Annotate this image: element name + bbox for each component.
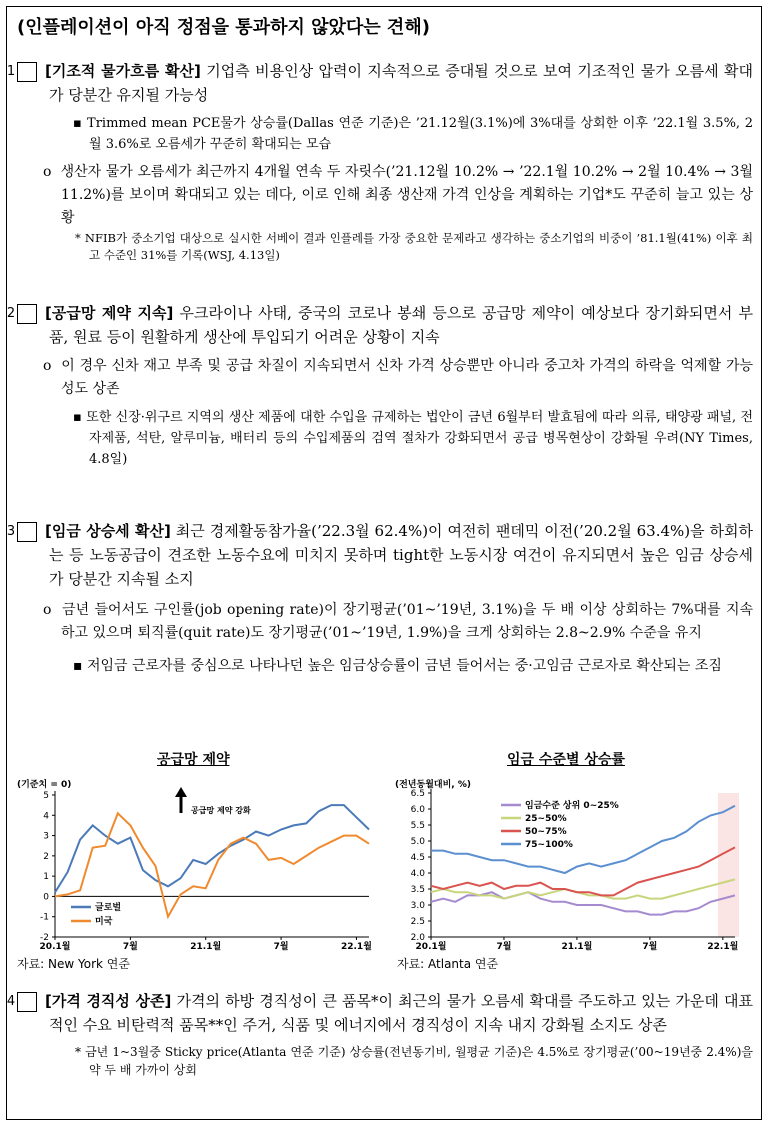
x-tick-label: 22.1월 bbox=[340, 942, 372, 952]
y-tick-label: -2 bbox=[40, 933, 49, 943]
section-title: [기조적 물가흐름 확산] bbox=[45, 62, 201, 80]
asterisk-mark: * bbox=[75, 231, 81, 245]
y-tick-label: 4.0 bbox=[410, 869, 425, 879]
bullet-text: 금년 들어서도 구인률(job opening rate)이 장기평균(’01~’19년, 3.1%)을 두 배 이상 상회하는 7%대를 지속하고 있으며 퇴직률(quit rate)도 장기평균(’01~’19년, 1.9%)을 크게 상회하는 2.8~2.9% 수준을 유지 bbox=[61, 602, 753, 641]
section-text: 우크라이나 사태, 중국의 코로나 봉쇄 등으로 공급망 제약이 예상보다 장기화되면서 부품, 원료 등이 원활하게 생산에 투입되기 어려운 상황이 지속 bbox=[49, 304, 754, 346]
chart-1-source: 자료: New York 연준 bbox=[17, 957, 130, 971]
square-bullet-icon: ▪ bbox=[73, 658, 83, 674]
y-tick-label: 2.5 bbox=[410, 917, 425, 927]
bullet-o bbox=[17, 599, 753, 645]
shaded-region bbox=[718, 793, 739, 937]
chart-wage-growth bbox=[391, 771, 755, 961]
series-line bbox=[431, 847, 735, 895]
chart-supply-chain bbox=[13, 771, 383, 961]
bullet-text: 이 경우 신차 재고 부족 및 공급 차질이 지속되면서 신차 가격 상승뿐만 아니라 중고차 가격의 하락을 억제할 가능성도 상존 bbox=[61, 358, 754, 397]
bullet-square bbox=[17, 407, 753, 470]
y-tick-label: 0 bbox=[43, 892, 49, 903]
section-title: [가격 경직성 상존] bbox=[45, 992, 172, 1010]
section-text: 가격의 하방 경직성이 큰 품목*이 최근의 물가 오름세 확대를 주도하고 있는 가운데 대표적인 수요 비탄력적 품목**인 주거, 식품 및 에너지에서 경직성이 지속 내지 강화될 소지도 상존 bbox=[49, 992, 753, 1034]
footnote bbox=[17, 230, 753, 264]
bullet-text: Trimmed mean PCE물가 상승률(Dallas 연준 기준)은 ’21.12월(3.1%)에 3%대를 상회한 이후 ’22.1월 3.5%, 2월 3.6%로 오름세가 꾸준히 확대되는 모습 bbox=[87, 116, 753, 152]
section-number: 3 bbox=[17, 522, 37, 542]
y-tick-label: 3.5 bbox=[410, 885, 425, 895]
section-title: [임금 상승세 확산] bbox=[45, 522, 171, 540]
x-tick-label: 7월 bbox=[642, 942, 658, 952]
bullet-o bbox=[17, 161, 753, 230]
section-number: 2 bbox=[17, 304, 37, 324]
y-tick-label: 4 bbox=[43, 811, 49, 822]
x-tick-label: 20.1월 bbox=[415, 942, 447, 952]
y-tick-label: 2.0 bbox=[410, 933, 425, 943]
y-tick-label: 2 bbox=[43, 851, 49, 862]
y-tick-label: 3.0 bbox=[410, 901, 425, 911]
series-line bbox=[431, 806, 735, 873]
y-tick-label: -1 bbox=[40, 912, 49, 923]
o-bullet-icon: o bbox=[43, 164, 52, 180]
o-bullet-icon: o bbox=[43, 358, 52, 374]
legend-label: 50~75% bbox=[525, 827, 567, 837]
section-text: 최근 경제활동참가율(’22.3월 62.4%)이 여전히 팬데믹 이전(’20.2월 63.4%)을 하회하는 등 노동공급이 견조한 노동수요에 미치지 못하며 tight한 노동시장 여건이 유지되면서 높은 임금 상승세가 당분간 지속될 소지 bbox=[49, 522, 754, 588]
bullet-square bbox=[17, 113, 753, 155]
section-3-heading bbox=[6, 519, 754, 591]
footnote-text: 금년 1~3월중 Sticky price(Atlanta 연준 기준) 상승률(전년동기비, 월평균 기준)은 4.5%로 장기평균(’00~19년중 2.4%)을 약 두 배 가까이 상회 bbox=[85, 1045, 753, 1077]
section-text: 기업측 비용인상 압력이 지속적으로 증대될 것으로 보여 기조적인 물가 오름세 확대가 당분간 유지될 가능성 bbox=[49, 62, 753, 104]
legend-label: 글로벌 bbox=[95, 903, 122, 913]
section-title: [공급망 제약 지속] bbox=[45, 304, 174, 322]
footnote bbox=[17, 1043, 753, 1079]
bullet-text: 생산자 물가 오름세가 최근까지 4개월 연속 두 자릿수(’21.12월 10.2% → ’22.1월 10.2% → 2월 10.4% → 3월 11.2%)를 보이며 확대되고 있는 데다, 이로 인해 최종 생산재 가격 인상을 계획하는 기업*도 꾸준히 늘고 있는 상황 bbox=[60, 164, 753, 226]
section-number: 4 bbox=[17, 992, 37, 1012]
chart-1-title: 공급망 제약 bbox=[157, 752, 230, 768]
bullet-text: 저임금 근로자를 중심으로 나타나던 높은 임금상승률이 금년 들어서는 중·고임금 근로자로 확산되는 조짐 bbox=[86, 658, 722, 674]
y-tick-label: 5.5 bbox=[410, 821, 425, 831]
legend-label: 미국 bbox=[95, 917, 113, 927]
legend-label: 임금수준 상위 0~25% bbox=[525, 801, 619, 811]
section-1 bbox=[6, 59, 754, 264]
x-tick-label: 21.1월 bbox=[190, 942, 222, 952]
chart-2-title: 임금 수준별 상승률 bbox=[507, 752, 625, 768]
section-4 bbox=[6, 989, 753, 1079]
square-bullet-icon: ▪ bbox=[73, 410, 82, 425]
page-title: (인플레이션이 아직 정점을 통과하지 않았다는 견해) bbox=[17, 17, 430, 38]
asterisk-mark: * bbox=[75, 1045, 81, 1059]
arrow-head-icon bbox=[175, 787, 187, 797]
x-tick-label: 7월 bbox=[496, 942, 512, 952]
section-3 bbox=[6, 519, 754, 678]
section-2-heading bbox=[6, 301, 754, 349]
bullet-o bbox=[17, 355, 753, 401]
bullet-text: 또한 신장·위구르 지역의 생산 제품에 대한 수입을 규제하는 법안이 금년 6월부터 발효됨에 따라 의류, 태양광 패널, 전자제품, 석탄, 알루미늄, 배터리 등의 수입제품의 검역 절차가 강화되면서 공급 병목현상이 강화될 우려(NY Times, 4.8일) bbox=[86, 410, 753, 467]
bullet-square bbox=[17, 655, 753, 678]
annotation-label: 공급망 제약 강화 bbox=[191, 806, 251, 815]
y-tick-label: 5.0 bbox=[410, 837, 425, 847]
unit-label: (전년동월대비, %) bbox=[395, 780, 471, 790]
y-tick-label: 6.5 bbox=[410, 789, 425, 799]
section-2 bbox=[6, 301, 754, 470]
x-tick-label: 20.1월 bbox=[39, 942, 71, 952]
x-tick-label: 21.1월 bbox=[561, 942, 593, 952]
y-tick-label: 4.5 bbox=[410, 853, 425, 863]
series-line bbox=[55, 805, 369, 892]
y-tick-label: 5 bbox=[43, 791, 49, 801]
unit-label: (기준치 = 0) bbox=[17, 780, 72, 790]
y-tick-label: 6.0 bbox=[410, 805, 425, 815]
x-tick-label: 22.1월 bbox=[707, 942, 739, 952]
section-1-heading bbox=[6, 59, 753, 107]
series-line bbox=[55, 813, 369, 916]
y-tick-label: 3 bbox=[43, 831, 49, 842]
section-4-heading bbox=[6, 989, 753, 1037]
x-tick-label: 7월 bbox=[273, 942, 289, 952]
o-bullet-icon: o bbox=[43, 602, 52, 618]
document-page bbox=[6, 6, 762, 1120]
chart-2-source: 자료: Atlanta 연준 bbox=[397, 957, 499, 971]
footnote-text: NFIB가 중소기업 대상으로 실시한 서베이 결과 인플레를 가장 중요한 문제라고 생각하는 중소기업의 비중이 ’81.1월(41%) 이후 최고 수준인 31%를 기록(WSJ, 4.13일) bbox=[84, 231, 754, 262]
y-tick-label: 1 bbox=[43, 872, 49, 883]
square-bullet-icon: ▪ bbox=[73, 116, 83, 131]
legend-label: 25~50% bbox=[525, 814, 567, 824]
x-tick-label: 7월 bbox=[122, 942, 138, 952]
legend-label: 75~100% bbox=[525, 840, 573, 850]
section-number: 1 bbox=[17, 62, 37, 82]
